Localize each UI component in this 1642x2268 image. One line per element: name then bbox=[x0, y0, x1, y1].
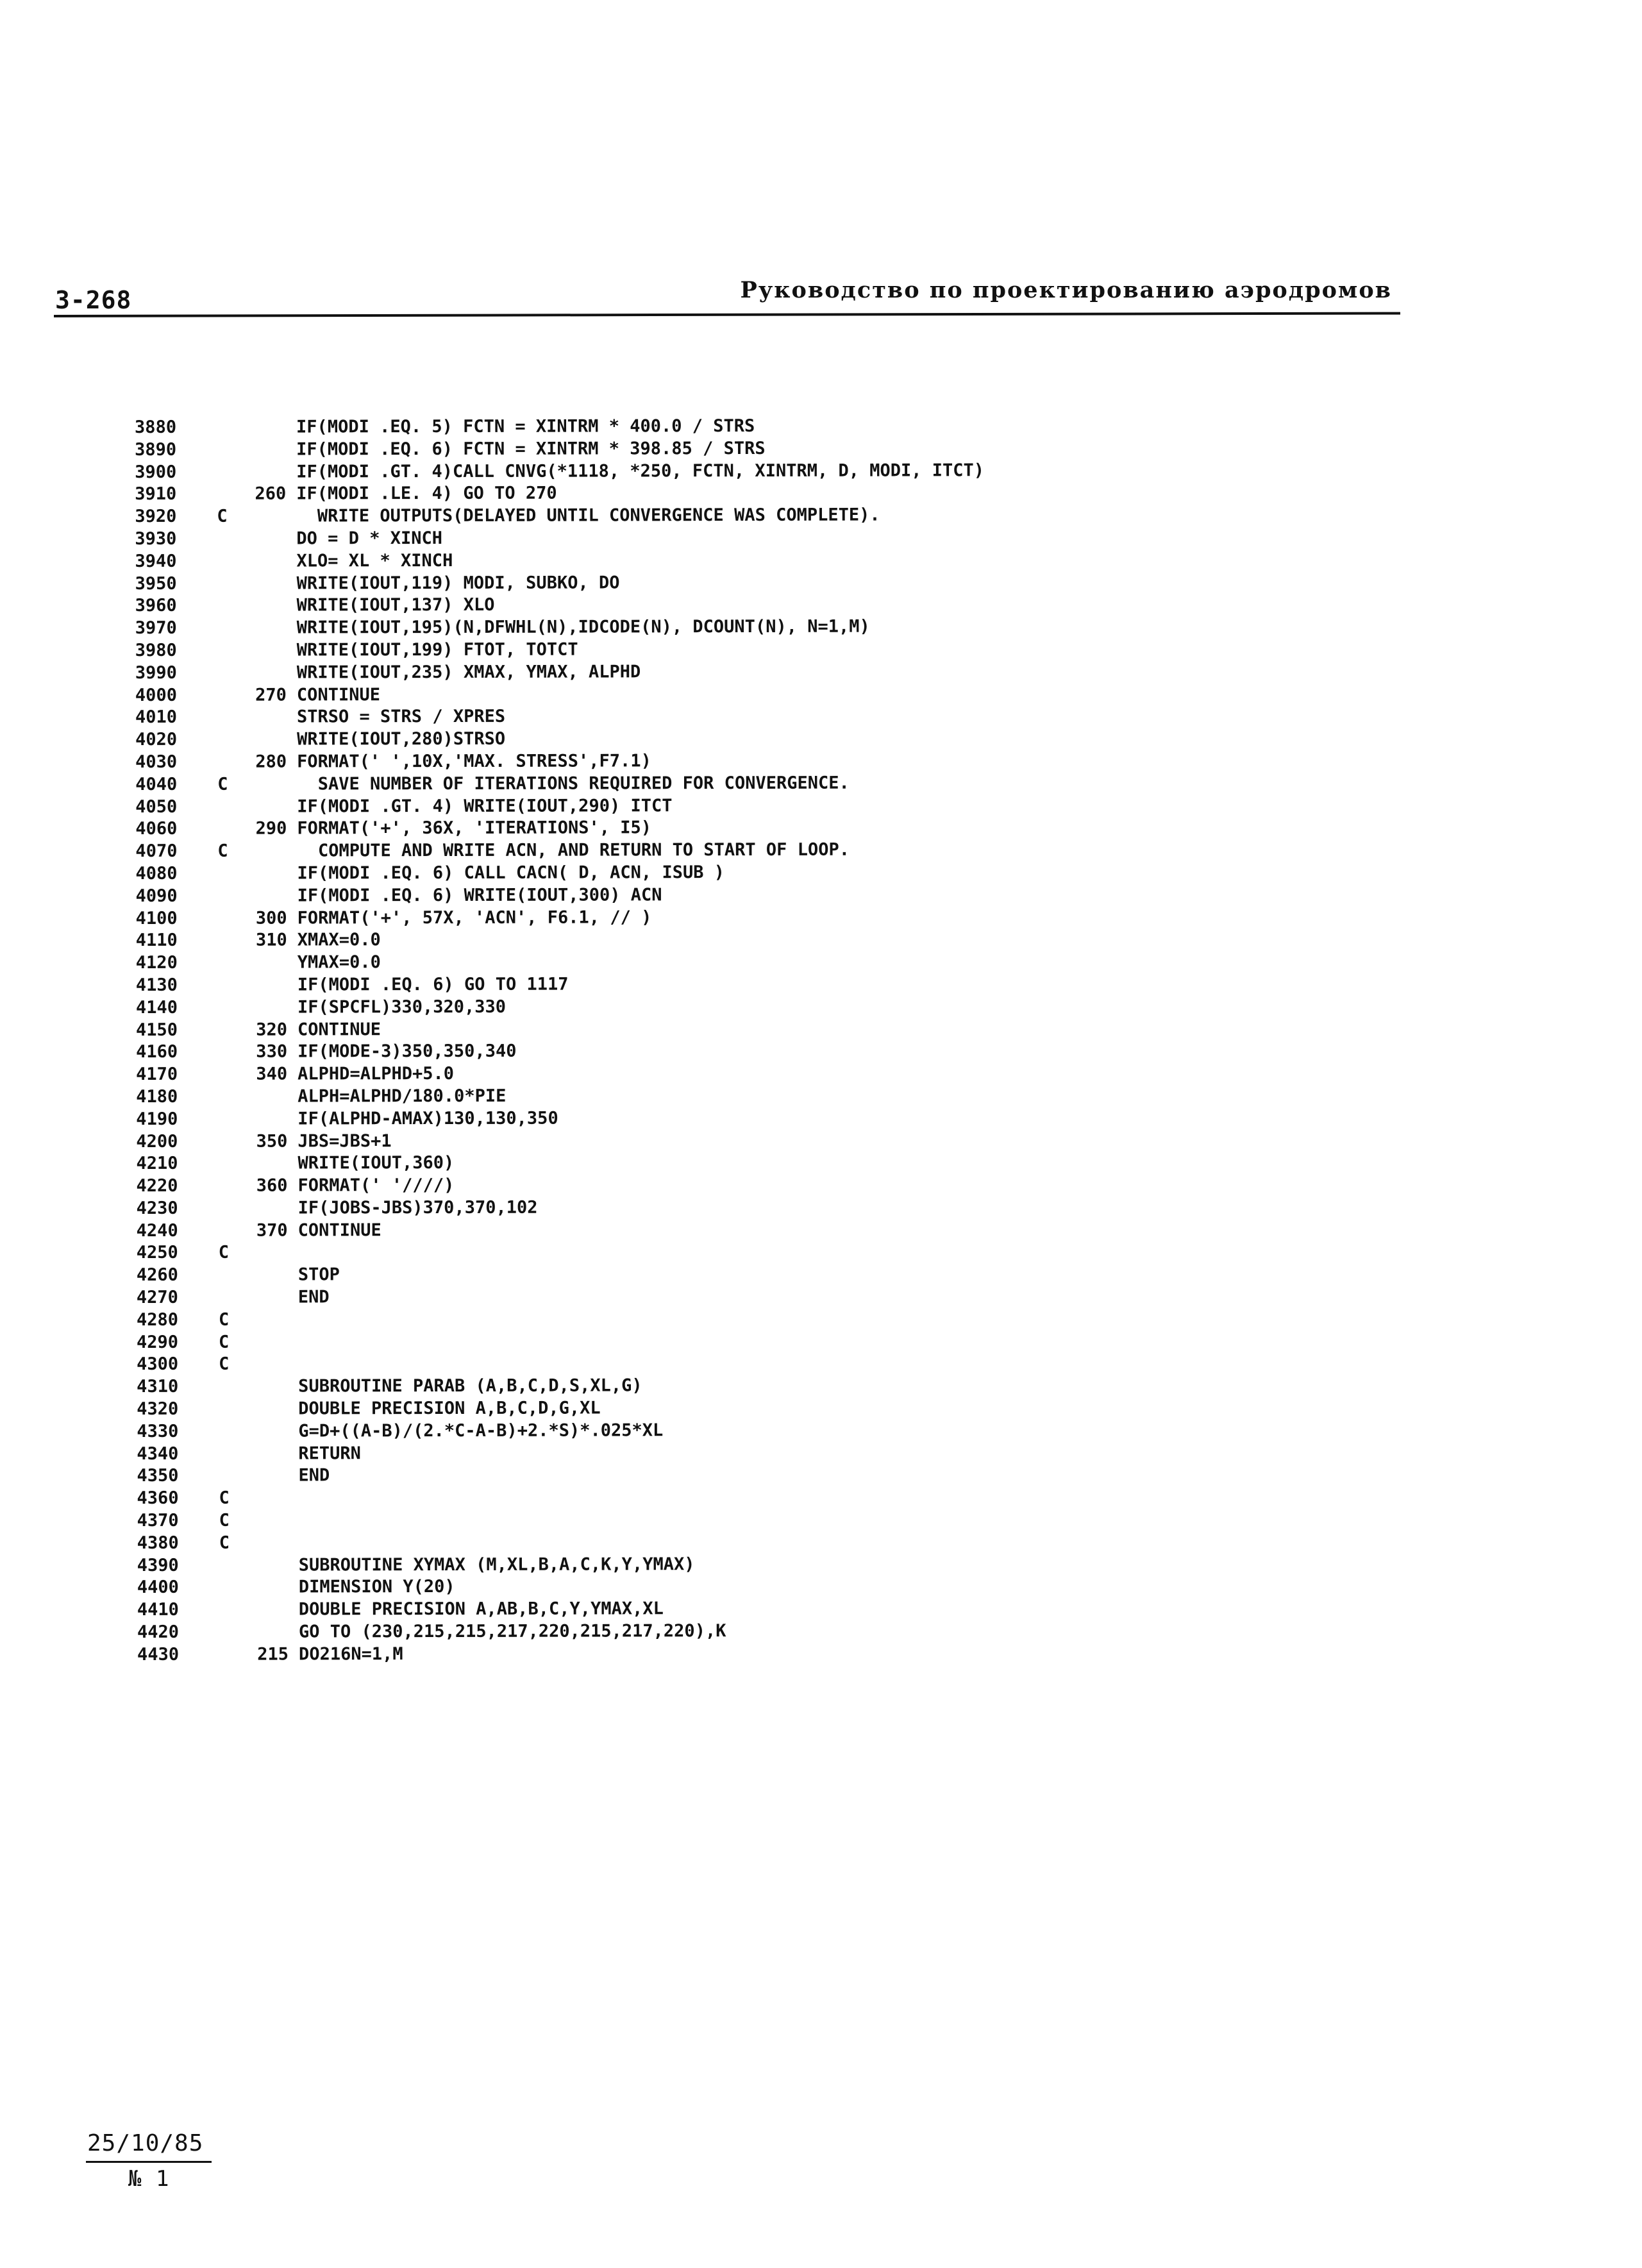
statement-text: IF(SPCFL)330,320,330 bbox=[297, 996, 507, 1018]
code-line bbox=[137, 1240, 1355, 1265]
statement-text: STOP bbox=[297, 1264, 340, 1285]
line-number: 4420 bbox=[137, 1622, 180, 1643]
page-number: 3-268 bbox=[55, 286, 132, 314]
line-number: 4280 bbox=[136, 1309, 179, 1330]
line-number: 3960 bbox=[135, 596, 177, 616]
line-number: 4000 bbox=[135, 685, 177, 705]
statement-text: WRITE(IOUT,195)(N,DFWHL(N),IDCODE(N), DCOUNT(N), N=1,M) bbox=[296, 616, 870, 638]
line-number: 3980 bbox=[135, 640, 177, 660]
code-line bbox=[135, 660, 1353, 685]
statement-text: XMAX=0.0 bbox=[297, 930, 381, 950]
code-line bbox=[136, 1017, 1354, 1042]
line-number: 4360 bbox=[137, 1488, 179, 1509]
statement-text: IF(MODI .LE. 4) GO TO 270 bbox=[296, 483, 557, 504]
code-line bbox=[136, 995, 1354, 1020]
line-number: 4330 bbox=[137, 1421, 179, 1441]
comment-marker: C bbox=[219, 1488, 230, 1508]
line-number: 4390 bbox=[137, 1555, 179, 1575]
line-number: 4140 bbox=[135, 997, 178, 1018]
statement-text: SAVE NUMBER OF ITERATIONS REQUIRED FOR CONVERGENCE. bbox=[297, 773, 850, 794]
statement-text: IF(MODI .EQ. 6) WRITE(IOUT,300) ACN bbox=[297, 885, 662, 906]
code-line bbox=[136, 1084, 1354, 1109]
code-line bbox=[137, 1574, 1355, 1599]
statement-text: WRITE(IOUT,360) bbox=[297, 1153, 455, 1173]
code-line bbox=[136, 950, 1354, 975]
code-line bbox=[135, 526, 1353, 551]
line-number: 4130 bbox=[135, 975, 178, 995]
statement-text: IF(MODI .EQ. 6) GO TO 1117 bbox=[297, 974, 569, 995]
statement-text: WRITE(IOUT,119) MODI, SUBKO, DO bbox=[296, 572, 620, 594]
header-rule bbox=[54, 312, 1400, 317]
line-number: 4270 bbox=[136, 1287, 178, 1308]
line-number: 4150 bbox=[135, 1020, 178, 1040]
code-line bbox=[136, 972, 1354, 997]
code-line bbox=[135, 437, 1353, 462]
footer-issue-number: № 1 bbox=[128, 2166, 170, 2192]
line-number: 4350 bbox=[137, 1466, 179, 1486]
line-number: 3920 bbox=[135, 507, 177, 527]
code-line bbox=[137, 1508, 1355, 1533]
code-line bbox=[135, 548, 1353, 573]
statement-label: 330 bbox=[256, 1041, 288, 1062]
line-number: 4050 bbox=[135, 796, 178, 817]
code-line bbox=[136, 1129, 1354, 1154]
line-number: 3950 bbox=[135, 573, 177, 594]
code-line bbox=[136, 1150, 1354, 1175]
code-line bbox=[135, 794, 1353, 819]
line-number: 4180 bbox=[136, 1086, 178, 1107]
code-line bbox=[137, 1619, 1355, 1644]
statement-text: SUBROUTINE PARAB (A,B,C,D,S,XL,G) bbox=[298, 1375, 642, 1397]
statement-text: FORMAT('+', 36X, 'ITERATIONS', I5) bbox=[297, 818, 652, 839]
statement-label: 340 bbox=[256, 1064, 288, 1084]
line-number: 4040 bbox=[135, 774, 178, 794]
code-line bbox=[137, 1284, 1355, 1309]
code-line bbox=[137, 1418, 1355, 1443]
line-number: 4070 bbox=[135, 841, 178, 862]
statement-label: 290 bbox=[255, 818, 287, 839]
statement-text: ALPHD=ALPHD+5.0 bbox=[297, 1064, 455, 1084]
statement-label: 270 bbox=[255, 685, 287, 705]
code-line bbox=[137, 1307, 1355, 1332]
statement-text: G=D+((A-B)/(2.*C-A-B)+2.*S)*.025*XL bbox=[298, 1420, 664, 1441]
code-line bbox=[136, 905, 1354, 930]
code-line bbox=[135, 704, 1353, 729]
statement-text: DOUBLE PRECISION A,AB,B,C,Y,YMAX,XL bbox=[298, 1599, 664, 1620]
line-number: 4210 bbox=[136, 1154, 178, 1174]
statement-text: CONTINUE bbox=[297, 1220, 381, 1241]
comment-marker: C bbox=[218, 1309, 230, 1330]
line-number: 4100 bbox=[135, 908, 178, 928]
code-line bbox=[137, 1530, 1355, 1555]
statement-text: YMAX=0.0 bbox=[297, 952, 381, 973]
statement-text: FORMAT(' ',10X,'MAX. STRESS',F7.1) bbox=[297, 751, 651, 772]
line-number: 4170 bbox=[136, 1064, 178, 1085]
comment-marker: C bbox=[219, 1533, 230, 1553]
code-line bbox=[137, 1441, 1355, 1466]
line-number: 4030 bbox=[135, 752, 178, 772]
statement-label: 215 bbox=[257, 1644, 289, 1665]
statement-text: XLO= XL * XINCH bbox=[296, 550, 453, 571]
code-line bbox=[136, 1106, 1354, 1131]
statement-text: DOUBLE PRECISION A,B,C,D,G,XL bbox=[298, 1398, 601, 1419]
line-number: 4190 bbox=[136, 1109, 178, 1129]
code-line bbox=[135, 571, 1353, 596]
code-line bbox=[137, 1396, 1355, 1421]
code-line bbox=[136, 1039, 1354, 1064]
line-number: 3900 bbox=[135, 462, 177, 482]
code-line bbox=[137, 1642, 1355, 1667]
statement-text: IF(MODI .EQ. 6) FCTN = XINTRM * 398.85 / STRS bbox=[296, 438, 766, 460]
code-line bbox=[137, 1351, 1355, 1376]
statement-text: STRSO = STRS / XPRES bbox=[296, 707, 506, 727]
statement-text: IF(ALPHD-AMAX)130,130,350 bbox=[297, 1108, 558, 1129]
statement-text: DO216N=1,M bbox=[299, 1643, 403, 1665]
comment-marker: C bbox=[218, 1332, 230, 1352]
line-number: 4250 bbox=[136, 1243, 178, 1263]
statement-label: 300 bbox=[255, 908, 287, 928]
line-number: 3940 bbox=[135, 551, 177, 571]
statement-label: 260 bbox=[255, 483, 287, 504]
line-number: 4120 bbox=[135, 952, 178, 973]
line-number: 4290 bbox=[136, 1332, 179, 1352]
line-number: 4080 bbox=[135, 863, 178, 884]
footer-date: 25/10/85 bbox=[87, 2130, 204, 2156]
code-line bbox=[135, 816, 1353, 841]
line-number: 4240 bbox=[136, 1220, 178, 1241]
line-number: 4230 bbox=[136, 1198, 178, 1218]
statement-text: WRITE(IOUT,280)STRSO bbox=[297, 728, 506, 750]
code-line bbox=[135, 771, 1353, 796]
statement-text: CONTINUE bbox=[297, 1019, 381, 1039]
comment-marker: C bbox=[218, 1243, 230, 1263]
line-number: 4400 bbox=[137, 1577, 179, 1598]
line-number: 4090 bbox=[135, 886, 178, 906]
statement-text: IF(MODE-3)350,350,340 bbox=[297, 1041, 517, 1062]
line-number: 4020 bbox=[135, 730, 178, 750]
code-line bbox=[135, 749, 1353, 774]
code-line bbox=[135, 727, 1353, 752]
statement-text: FORMAT('+', 57X, 'ACN', F6.1, // ) bbox=[297, 907, 652, 928]
running-title: Руководство по проектированию аэродромов bbox=[740, 277, 1392, 303]
code-line bbox=[137, 1218, 1355, 1243]
line-number: 4160 bbox=[136, 1042, 178, 1063]
code-line bbox=[137, 1597, 1355, 1622]
statement-label: 280 bbox=[255, 752, 287, 772]
line-number: 3910 bbox=[135, 484, 177, 505]
code-line bbox=[135, 592, 1353, 617]
line-number: 4370 bbox=[137, 1510, 179, 1531]
line-number: 4260 bbox=[136, 1265, 178, 1286]
code-line bbox=[136, 1061, 1354, 1086]
comment-marker: C bbox=[217, 506, 228, 526]
statement-text: COMPUTE AND WRITE ACN, AND RETURN TO START OF LOOP. bbox=[297, 839, 850, 861]
statement-text: IF(MODI .EQ. 6) CALL CACN( D, ACN, ISUB ) bbox=[297, 862, 725, 884]
code-line bbox=[135, 459, 1353, 484]
statement-text: WRITE(IOUT,137) XLO bbox=[296, 595, 495, 616]
statement-text: IF(JOBS-JBS)370,370,102 bbox=[297, 1197, 538, 1218]
statement-text: IF(MODI .GT. 4) WRITE(IOUT,290) ITCT bbox=[297, 795, 673, 817]
code-listing bbox=[135, 414, 1355, 1667]
code-line bbox=[136, 1173, 1354, 1198]
code-line bbox=[135, 414, 1353, 439]
code-line bbox=[135, 481, 1353, 506]
statement-label: 370 bbox=[256, 1220, 288, 1241]
comment-marker: C bbox=[219, 1354, 230, 1375]
line-number: 4110 bbox=[135, 930, 178, 951]
footer-rule bbox=[86, 2161, 212, 2163]
statement-text: END bbox=[298, 1465, 330, 1486]
comment-marker: C bbox=[219, 1510, 230, 1531]
line-number: 4010 bbox=[135, 707, 178, 728]
statement-label: 350 bbox=[256, 1131, 288, 1152]
line-number: 4410 bbox=[137, 1600, 179, 1620]
statement-text: DO = D * XINCH bbox=[296, 528, 443, 549]
statement-label: 320 bbox=[256, 1020, 288, 1040]
line-number: 3990 bbox=[135, 662, 177, 683]
line-number: 3930 bbox=[135, 528, 177, 549]
comment-marker: C bbox=[217, 841, 228, 861]
statement-text: DIMENSION Y(20) bbox=[298, 1577, 455, 1597]
code-line bbox=[137, 1485, 1355, 1510]
line-number: 4430 bbox=[137, 1644, 180, 1665]
statement-label: 310 bbox=[255, 930, 287, 950]
line-number: 3970 bbox=[135, 618, 177, 639]
code-line bbox=[137, 1373, 1355, 1399]
code-line bbox=[137, 1262, 1355, 1287]
statement-text: WRITE OUTPUTS(DELAYED UNTIL CONVERGENCE WAS COMPLETE). bbox=[296, 505, 880, 526]
line-number: 3880 bbox=[135, 417, 177, 437]
code-line bbox=[135, 615, 1353, 640]
code-line bbox=[137, 1329, 1355, 1354]
code-line bbox=[137, 1195, 1355, 1220]
statement-text: SUBROUTINE XYMAX (M,XL,B,A,C,K,Y,YMAX) bbox=[298, 1554, 695, 1575]
statement-text: WRITE(IOUT,199) FTOT, TOTCT bbox=[296, 639, 578, 660]
statement-text: WRITE(IOUT,235) XMAX, YMAX, ALPHD bbox=[296, 662, 641, 683]
line-number: 4200 bbox=[136, 1131, 178, 1152]
line-number: 4340 bbox=[137, 1443, 179, 1464]
code-line bbox=[135, 861, 1353, 886]
statement-text: FORMAT(' '////) bbox=[297, 1175, 455, 1196]
code-line bbox=[135, 682, 1353, 707]
statement-text: JBS=JBS+1 bbox=[297, 1130, 392, 1151]
code-line bbox=[135, 503, 1353, 528]
code-line bbox=[137, 1552, 1355, 1577]
statement-text: GO TO (230,215,215,217,220,215,217,220),K bbox=[298, 1621, 726, 1642]
code-line bbox=[136, 927, 1354, 952]
line-number: 4310 bbox=[137, 1377, 179, 1397]
code-line bbox=[137, 1463, 1355, 1488]
line-number: 3890 bbox=[135, 439, 177, 460]
code-line bbox=[135, 838, 1353, 863]
line-number: 4300 bbox=[137, 1354, 179, 1375]
statement-text: END bbox=[297, 1287, 330, 1307]
comment-marker: C bbox=[217, 774, 228, 794]
statement-text: ALPH=ALPHD/180.0*PIE bbox=[297, 1086, 507, 1107]
statement-text: IF(MODI .EQ. 5) FCTN = XINTRM * 400.0 / STRS bbox=[296, 416, 755, 437]
statement-text: IF(MODI .GT. 4)CALL CNVG(*1118, *250, FCTN, XINTRM, D, MODI, ITCT) bbox=[296, 460, 985, 482]
statement-label: 360 bbox=[256, 1175, 288, 1196]
line-number: 4060 bbox=[135, 819, 178, 839]
statement-text: RETURN bbox=[298, 1443, 361, 1464]
code-line bbox=[136, 883, 1354, 908]
code-line bbox=[135, 637, 1353, 662]
statement-text: CONTINUE bbox=[296, 684, 380, 705]
line-number: 4220 bbox=[136, 1175, 178, 1197]
line-number: 4380 bbox=[137, 1533, 179, 1553]
line-number: 4320 bbox=[137, 1399, 179, 1420]
